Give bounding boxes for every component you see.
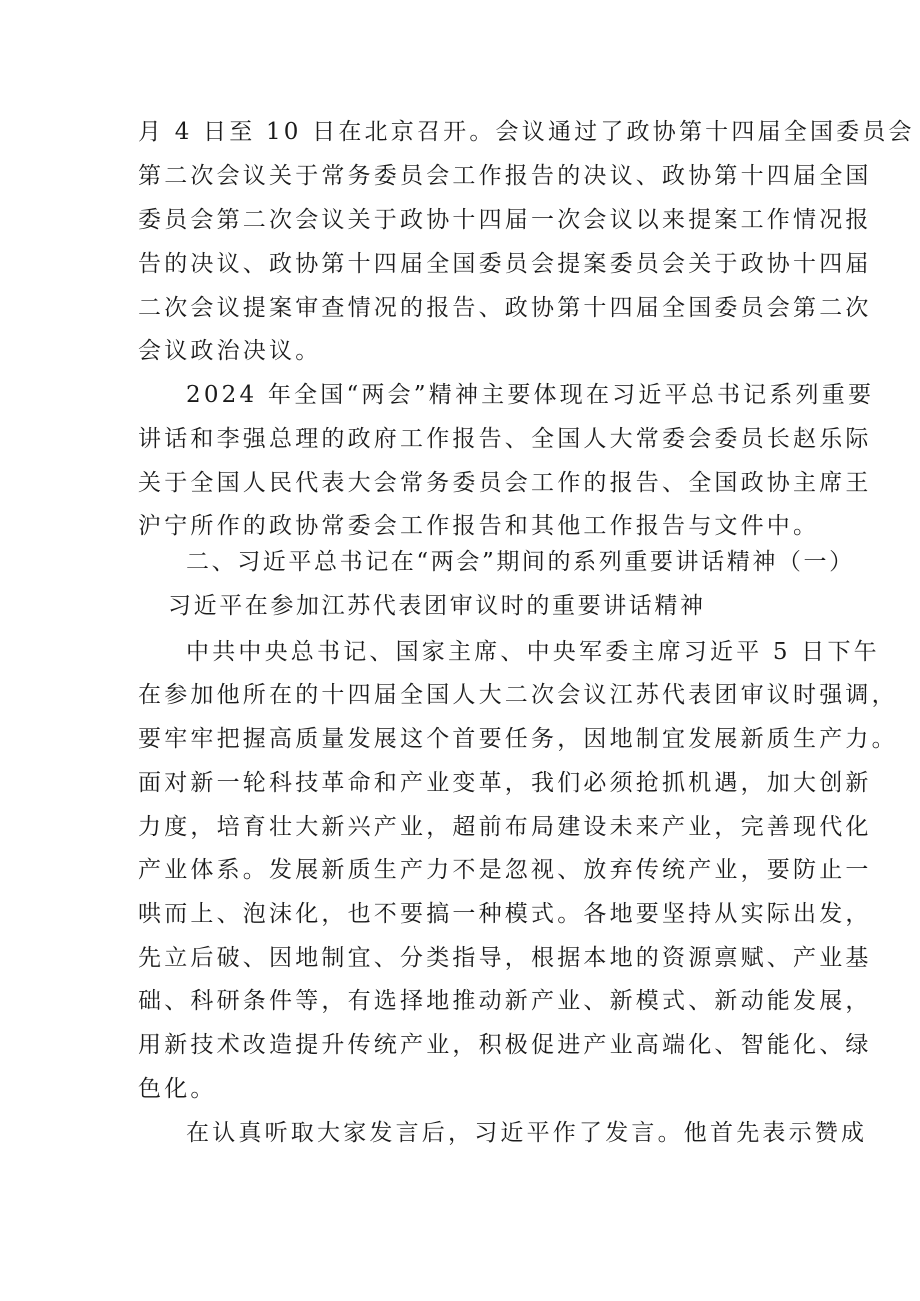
- text-line: 二次会议提案审查情况的报告、政协第十四届全国委员会第二次: [138, 295, 872, 321]
- subsection-heading: 习近平在参加江苏代表团审议时的重要讲话精神: [168, 593, 706, 619]
- text-line: 产业体系。发展新质生产力不是忽视、放弃传统产业，要防止一: [138, 857, 872, 883]
- text-line: 月 4 日至 10 日在北京召开。会议通过了政协第十四届全国委员会: [138, 119, 915, 145]
- paragraph-first-line: 在认真听取大家发言后，习近平作了发言。他首先表示赞成: [186, 1120, 868, 1146]
- text-line: 力度，培育壮大新兴产业，超前布局建设未来产业，完善现代化: [138, 814, 872, 840]
- text-line: 在参加他所在的十四届全国人大二次会议江苏代表团审议时强调，: [138, 682, 898, 708]
- section-heading: 二、习近平总书记在“两会”期间的系列重要讲话精神（一）: [186, 549, 855, 575]
- text-line: 用新技术改造提升传统产业，积极促进产业高端化、智能化、绿: [138, 1032, 872, 1058]
- text-line: 哄而上、泡沫化，也不要搞一种模式。各地要坚持从实际出发，: [138, 901, 872, 927]
- text-line: 关于全国人民代表大会常务委员会工作的报告、全国政协主席王: [138, 470, 872, 496]
- text-line: 色化。: [138, 1076, 217, 1102]
- text-line: 沪宁所作的政协常委会工作报告和其他工作报告与文件中。: [138, 513, 820, 539]
- paragraph-first-line: 中共中央总书记、国家主席、中央军委主席习近平 5 日下午: [186, 639, 880, 665]
- text-line: 础、科研条件等，有选择地推动新产业、新模式、新动能发展，: [138, 988, 872, 1014]
- text-line: 讲话和李强总理的政府工作报告、全国人大常委会委员长赵乐际: [138, 426, 872, 452]
- text-line: 面对新一轮科技革命和产业变革，我们必须抢抓机遇，加大创新: [138, 770, 872, 796]
- text-line: 告的决议、政协第十四届全国委员会提案委员会关于政协十四届: [138, 251, 872, 277]
- text-line: 委员会第二次会议关于政协十四届一次会议以来提案工作情况报: [138, 207, 872, 233]
- text-line: 先立后破、因地制宜、分类指导，根据本地的资源禀赋、产业基: [138, 945, 872, 971]
- paragraph-first-line: 2024 年全国“两会”精神主要体现在习近平总书记系列重要: [186, 382, 875, 408]
- text-line: 第二次会议关于常务委员会工作报告的决议、政协第十四届全国: [138, 163, 872, 189]
- text-line: 要牢牢把握高质量发展这个首要任务，因地制宜发展新质生产力。: [138, 726, 898, 752]
- text-line: 会议政治决议。: [138, 338, 322, 364]
